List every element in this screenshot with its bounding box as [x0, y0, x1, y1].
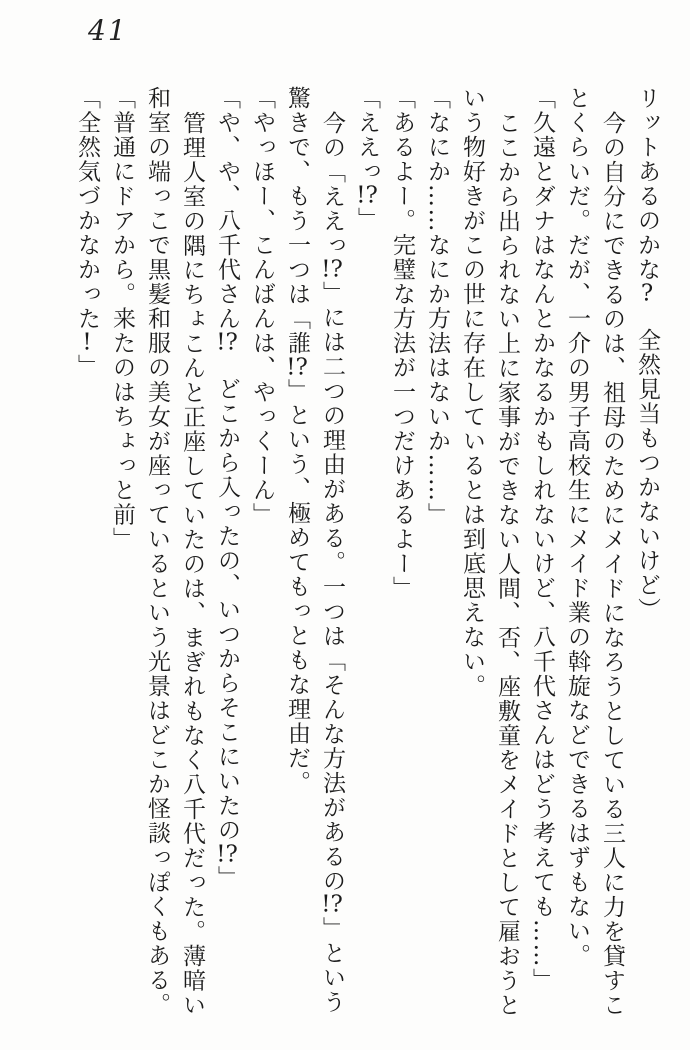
tatechuyoko-mark: !? [356, 184, 378, 207]
tatechuyoko-mark: ! [82, 331, 92, 354]
page-number: 41 [88, 14, 128, 47]
tatechuyoko-mark: !? [321, 893, 343, 916]
text-line: 「や、や、八千代さん!?どこから入ったの、いつからそこにいたの!?」 [214, 86, 240, 890]
text-line: 「普通にドアから。来たのはちょっと前」 [109, 86, 135, 552]
tatechuyoko-mark: !? [216, 842, 238, 866]
text-line: 「ええっ!?」 [354, 86, 380, 232]
tatechuyoko-mark: !? [286, 355, 308, 379]
tatechuyoko-mark: !? [216, 331, 238, 354]
text-line: ここから出られない上に家事ができない人間、否、座敷童をメイドとして雇おうと [494, 110, 520, 1017]
text-line: 「久遠とダナはなんとかなるかもしれないけど、八千代さんはどう考えても……」 [529, 86, 555, 993]
text-line: 「やっほー、こんばんは、やっくーん」 [249, 86, 275, 527]
tatechuyoko-mark: ? [640, 282, 654, 305]
text-line: 「あるよー。完璧な方法が一つだけあるよー」 [389, 86, 415, 601]
text-line: 和室の端っこで黒髪和服の美女が座っているという光景はどこか怪談っぽくもある。 [144, 86, 170, 1017]
text-line: 「全然気づかなかった!」 [74, 86, 100, 379]
text-line: いう物好きがこの世に存在しているとは到底思えない。 [459, 86, 485, 699]
text-line: リットあるのかな?全然見当もつかないけど） [634, 86, 660, 622]
text-line: 今の「ええっ!?」には二つの理由がある。一つは「そんな方法があるの!?」という [319, 110, 345, 1014]
text-column-container [69, 86, 664, 1024]
text-line: 驚きで、もう一つは「誰!?」という、極めてもっともな理由だ。 [284, 86, 310, 795]
text-line: 今の自分にできるのは、祖母のためにメイドになろうとしている三人に力を貸すこ [599, 110, 625, 1017]
text-line: 「なにか……なにか方法はないか……」 [424, 86, 450, 527]
text-line: 管理人室の隅にちょこんと正座していたのは、まぎれもなく八千代だった。薄暗い [179, 110, 205, 1017]
tatechuyoko-mark: !? [321, 257, 343, 281]
text-line: とくらいだ。だが、一介の男子高校生にメイド業の斡旋などできるはずもない。 [564, 86, 590, 968]
